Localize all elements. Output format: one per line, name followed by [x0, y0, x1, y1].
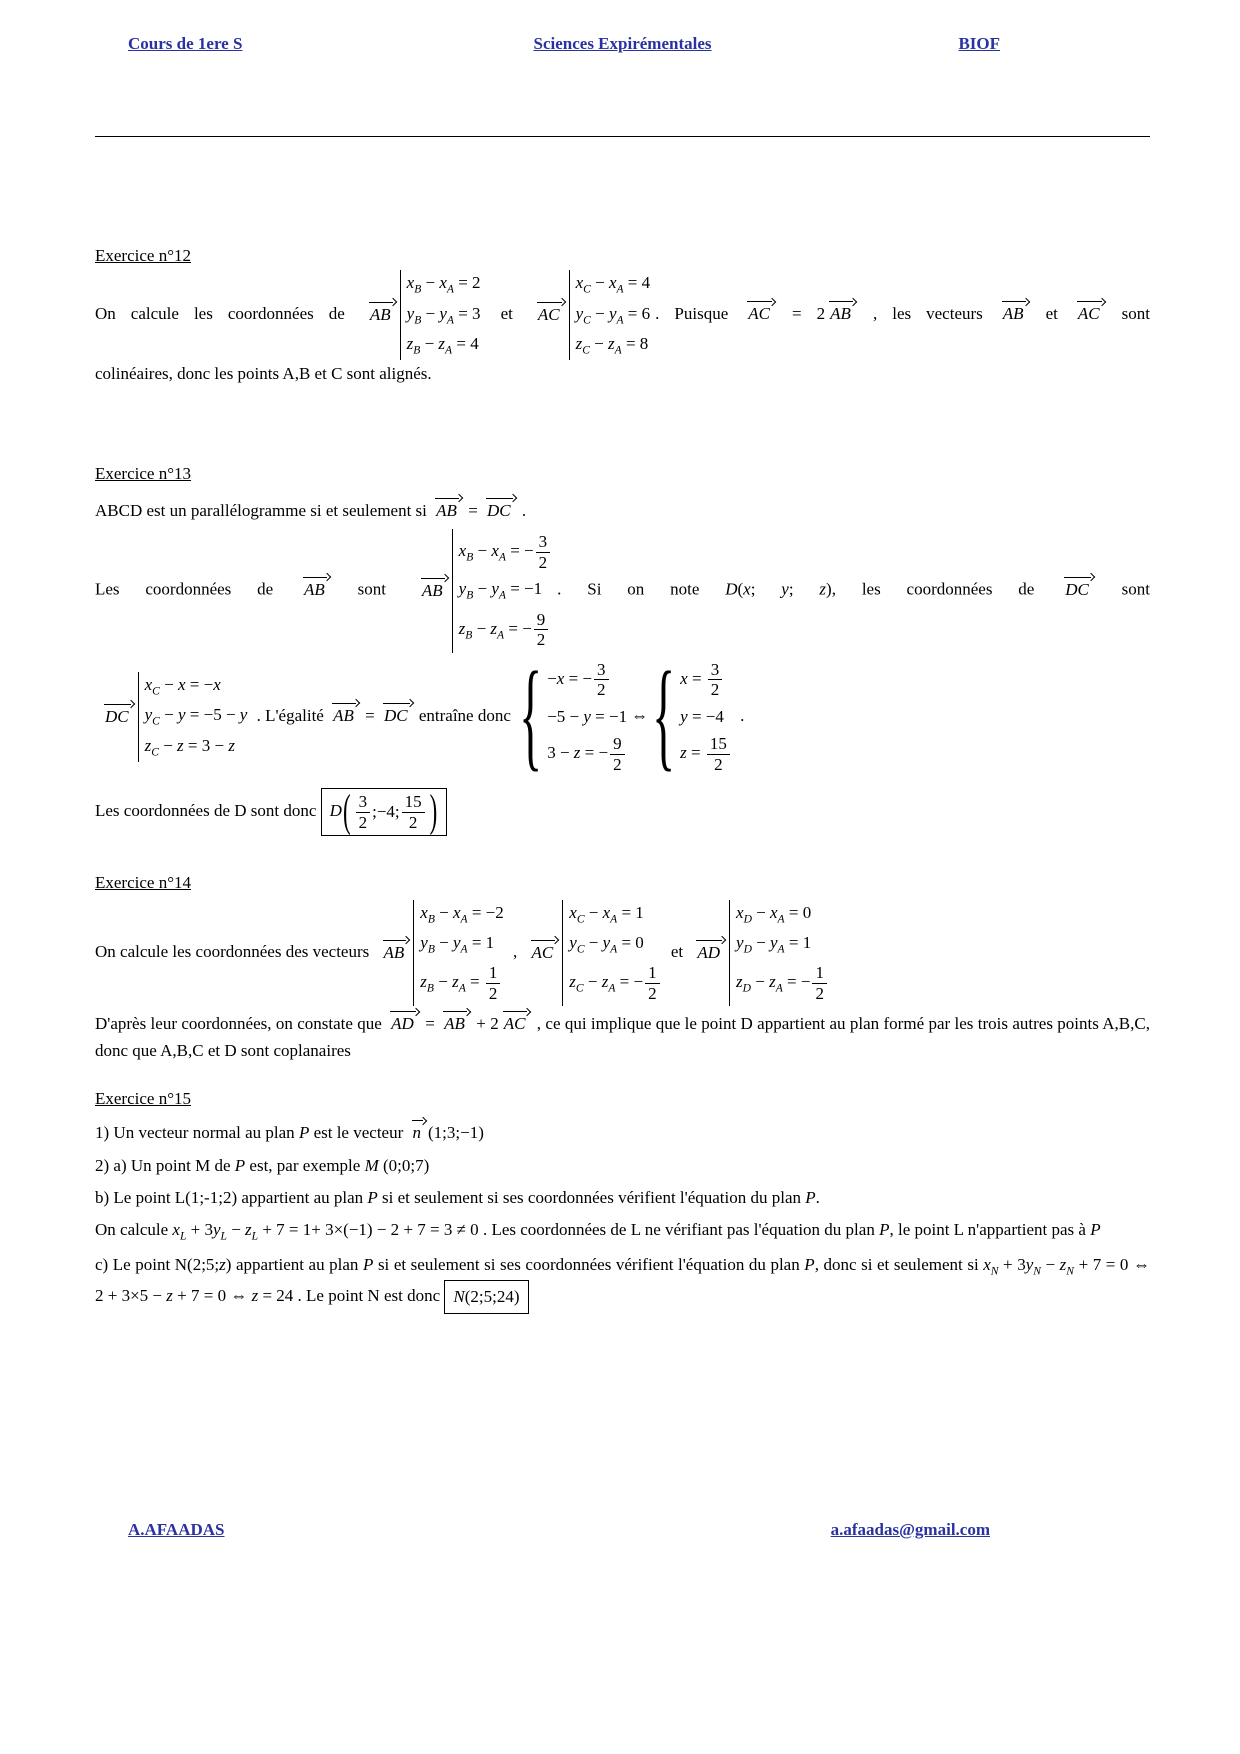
result-expression: D ( $\frac{3}{2}$ ;−4; $\frac{15}{2}$ ) [329, 785, 438, 836]
equation-row: −5 − y = −1 [547, 706, 628, 726]
coordinate-row: $y_B - y_A = 1$ [420, 932, 495, 956]
exercise-14-conclusion [95, 1011, 1150, 1064]
coordinate-row: $x_D - x_A = 0$ [736, 902, 812, 926]
header-program-label: BIOF [958, 34, 1000, 53]
text-segment: ) appartient au plan [225, 1254, 363, 1274]
variable-z-symbol: z [219, 1254, 226, 1274]
exercise-15-answer-1 [95, 1120, 1150, 1146]
plane-p-symbol: P [367, 1187, 378, 1207]
exercise-15-answer-2a [95, 1153, 1150, 1179]
system-rows [576, 273, 651, 357]
vector-ab-coordinate-system [417, 532, 552, 649]
coordinate-row: $y_C - y = -5 - y$ [144, 705, 248, 728]
coordinate-row: $x_B - x_A = -2$ [420, 902, 504, 926]
exercise-13-line-3 [95, 648, 1150, 784]
text-segment: , [508, 941, 522, 961]
vector-ad-coordinate-system [692, 903, 829, 1004]
plane-p-symbol: P [879, 1220, 890, 1240]
point-d-notation: D(x; y; z) [725, 579, 832, 599]
system-rows [547, 660, 627, 775]
exercise-13-section [95, 461, 1150, 836]
boxed-result-n [444, 1280, 528, 1314]
plane-p-symbol: P [1090, 1220, 1101, 1240]
header-section-title: Sciences Expirémentales [533, 34, 712, 53]
vector-dc-label: DC [100, 704, 136, 730]
exercise-13-line-1 [95, 498, 1150, 524]
exercise-13-line-2 [95, 532, 1150, 649]
system-vertical-bar [138, 672, 139, 762]
vector-ac-coordinate-system [533, 273, 650, 357]
text-segment: . [735, 705, 745, 725]
text-segment: Les coordonnées de D sont donc [95, 801, 321, 821]
vector-ab-inline: AB [299, 580, 332, 599]
coordinate-row: $z_D - z_A$ = − $\frac{1}{2}$ [736, 963, 829, 1003]
exercise-15-answer-2b-computation [95, 1217, 1150, 1245]
normal-vector-expression: n (1;3;−1) [408, 1123, 484, 1142]
coordinate-row: $y_D - y_A = 1$ [736, 932, 812, 956]
point-l-computation: $x_L + 3y_L - z_L + 7 = 1+ 3\times(-1) - 2 + 7 = 3 \ne 0$ [172, 1220, 479, 1243]
vector-relation-expression: AC = 2 AB [743, 304, 858, 323]
vector-sum-relation: AD = AB + 2 AC [386, 1014, 532, 1033]
page-footer [95, 1520, 1150, 1540]
text-segment: . Les coordonnées de L ne vérifiant pas l'équation du plan [478, 1220, 880, 1240]
equation-system-left [519, 648, 628, 784]
coordinate-row: $y_C - y_A = 6$ [575, 303, 651, 326]
exercise-15-section [95, 1086, 1150, 1314]
exercise-13-result-line [95, 785, 1150, 836]
system-vertical-bar [400, 270, 401, 360]
system-vertical-bar [569, 270, 570, 360]
text-segment: , ce qui implique que le point D appartient au plan formé par les trois autres points A,B,C, donc que A,B,C et D sont coplanaires [95, 1014, 1150, 1060]
vector-ab-coordinate-system [379, 903, 504, 1004]
equality-expression: AB = DC [328, 706, 415, 725]
plane-p-symbol: P [805, 1187, 816, 1207]
plane-p-symbol: P [804, 1254, 815, 1274]
system-vertical-bar [729, 900, 730, 1007]
text-segment: est, par exemple [245, 1155, 365, 1175]
vector-dc-inline: DC [1060, 580, 1096, 599]
system-rows [420, 903, 504, 1004]
exercise-12-conclusion: colinéaires, donc les points A,B et C sont alignés. [95, 364, 432, 384]
text-segment: On calcule [95, 1220, 173, 1240]
vector-ac-coordinate-system [527, 903, 662, 1004]
coordinate-row: $z_C - z_A = 8$ [575, 333, 649, 357]
coordinate-row: $x_C - x = -x$ [144, 675, 221, 698]
coordinate-row: $z_B - z_A = 4$ [406, 333, 479, 357]
text-segment: sont [1095, 579, 1150, 599]
coordinate-row: $z_C - z_A$ = − $\frac{1}{2}$ [569, 963, 661, 1003]
header-course-title: Cours de 1ere S [128, 34, 243, 53]
text-segment: Les coordonnées de [95, 579, 300, 599]
text-segment: ABCD est un parallélogramme si et seulement si [95, 500, 432, 520]
text-segment: , les coordonnées de [831, 579, 1061, 599]
left-brace: { [519, 648, 543, 784]
exercise-12-title: Exercice n°12 [95, 246, 191, 265]
exercise-15-title: Exercice n°15 [95, 1088, 191, 1108]
exercise-14-title: Exercice n°14 [95, 873, 191, 893]
text-segment: . [815, 1187, 820, 1207]
vector-ab-label: AB [379, 940, 412, 966]
text-segment: , le point L n'appartient pas à [889, 1220, 1091, 1240]
vector-ac-label: AC [527, 940, 561, 966]
exercise-15-answer-2c [95, 1252, 1150, 1315]
text-segment: . [517, 500, 527, 520]
exercise-13-title: Exercice n°13 [95, 464, 191, 484]
vector-ab-label: AB [365, 302, 398, 328]
left-brace: { [652, 648, 676, 784]
text-segment: sont [331, 579, 412, 599]
point-n-computation: $x_N + 3y_N - z_N + 7 = 0$ ⇔ 2 + 3×5 − z + 7 = 0 ⇔ z = 24 [95, 1254, 1150, 1306]
coordinate-row: $x_B - x_A$ = − $\frac{3}{2}$ [459, 532, 553, 572]
system-rows [736, 903, 829, 1004]
text-segment: sont [1106, 304, 1150, 324]
point-m-expression: M (0;0;7) [364, 1155, 430, 1175]
coordinate-row: $z_B - z_A$ = $\frac{1}{2}$ [420, 963, 502, 1003]
exercise-15-answer-2b-statement [95, 1185, 1150, 1211]
plane-p-symbol: P [298, 1123, 310, 1143]
vector-ad-label: AD [692, 940, 727, 966]
text-segment: On calcule les coordonnées de [95, 304, 360, 324]
vector-ac-inline: AC [1073, 304, 1107, 323]
text-segment: 1) Un vecteur normal au plan [95, 1123, 299, 1143]
text-segment: . Le point N est donc [293, 1286, 445, 1306]
system-rows [459, 532, 553, 649]
text-segment: si et seulement si ses coordonnées vérifient l'équation du plan [377, 1187, 806, 1207]
iff-symbol: ⇔ [631, 705, 649, 725]
equation-row: 3 − z = − $\frac{9}{2}$ [547, 734, 626, 774]
vector-dc-coordinate-system [100, 675, 247, 759]
equation-row: z = $\frac{15}{2}$ [680, 734, 732, 774]
coordinate-row: $x_C - x_A = 1$ [569, 902, 644, 926]
equation-row: −x = − $\frac{3}{2}$ [547, 660, 610, 700]
text-segment: est le vecteur [309, 1123, 408, 1143]
header-divider-line [95, 136, 1150, 137]
vector-ab-coordinate-system [365, 273, 481, 357]
equation-row: x = $\frac{3}{2}$ [680, 660, 724, 700]
exercise-12-main-line [95, 273, 1150, 357]
vector-ac-label: AC [533, 302, 567, 328]
text-segment: . Si on note [557, 579, 726, 599]
text-segment: . Puisque [655, 304, 744, 324]
parallelogram-condition: AB = DC [431, 501, 518, 520]
system-rows [569, 903, 661, 1004]
text-segment: b) Le point L(1;-1;2) appartient au plan [95, 1187, 368, 1207]
coordinate-row: $y_B - y_A = 3$ [406, 303, 481, 326]
equation-system-right [652, 648, 732, 784]
exercise-12-section [95, 243, 1150, 387]
coordinate-row: $x_B - x_A = 2$ [406, 273, 481, 296]
coordinate-row: $x_C - x_A = 4$ [575, 273, 651, 296]
coordinate-row: $y_B - y_A = -1$ [458, 579, 543, 602]
text-segment: et [666, 941, 688, 961]
system-vertical-bar [562, 900, 563, 1007]
system-rows [680, 660, 732, 775]
plane-p-symbol: P [234, 1155, 246, 1175]
exercise-14-main-line [95, 903, 1150, 1004]
system-rows [145, 675, 248, 759]
vector-ab-label: AB [417, 578, 450, 604]
equation-row: y = −4 [680, 706, 724, 726]
exercise-14-section [95, 870, 1150, 1064]
coordinate-row: $z_B - z_A$ = − $\frac{9}{2}$ [459, 610, 551, 650]
result-expression: N(2;5;24) [453, 1286, 520, 1306]
text-segment: , donc si et seulement si [814, 1254, 984, 1274]
boxed-result-d [321, 785, 448, 836]
system-vertical-bar [452, 529, 453, 652]
text-segment: si et seulement si ses coordonnées vérifient l'équation du plan [373, 1254, 805, 1274]
text-segment: D'après leur coordonnées, on constate que [95, 1014, 387, 1034]
text-segment: , les vecteurs [857, 304, 998, 324]
system-rows [407, 273, 481, 357]
text-segment: 2) a) Un point M de [95, 1155, 235, 1175]
author-name: A.AFAADAS [128, 1520, 225, 1539]
text-segment: c) Le point N(2;5; [95, 1254, 220, 1274]
text-segment: entraîne donc [414, 705, 516, 725]
vector-ab-inline: AB [998, 304, 1031, 323]
text-segment: et [485, 304, 528, 324]
page-header [95, 34, 1150, 54]
email-link[interactable]: a.afaadas@gmail.com [830, 1520, 990, 1539]
text-segment: On calcule les coordonnées des vecteurs [95, 941, 374, 961]
plane-p-symbol: P [362, 1254, 374, 1274]
system-vertical-bar [413, 900, 414, 1007]
text-segment: et [1030, 304, 1073, 324]
coordinate-row: $z_C - z = 3 - z$ [144, 735, 235, 758]
coordinate-row: $y_C - y_A = 0$ [569, 932, 644, 956]
text-segment: . L'égalité [252, 705, 329, 725]
